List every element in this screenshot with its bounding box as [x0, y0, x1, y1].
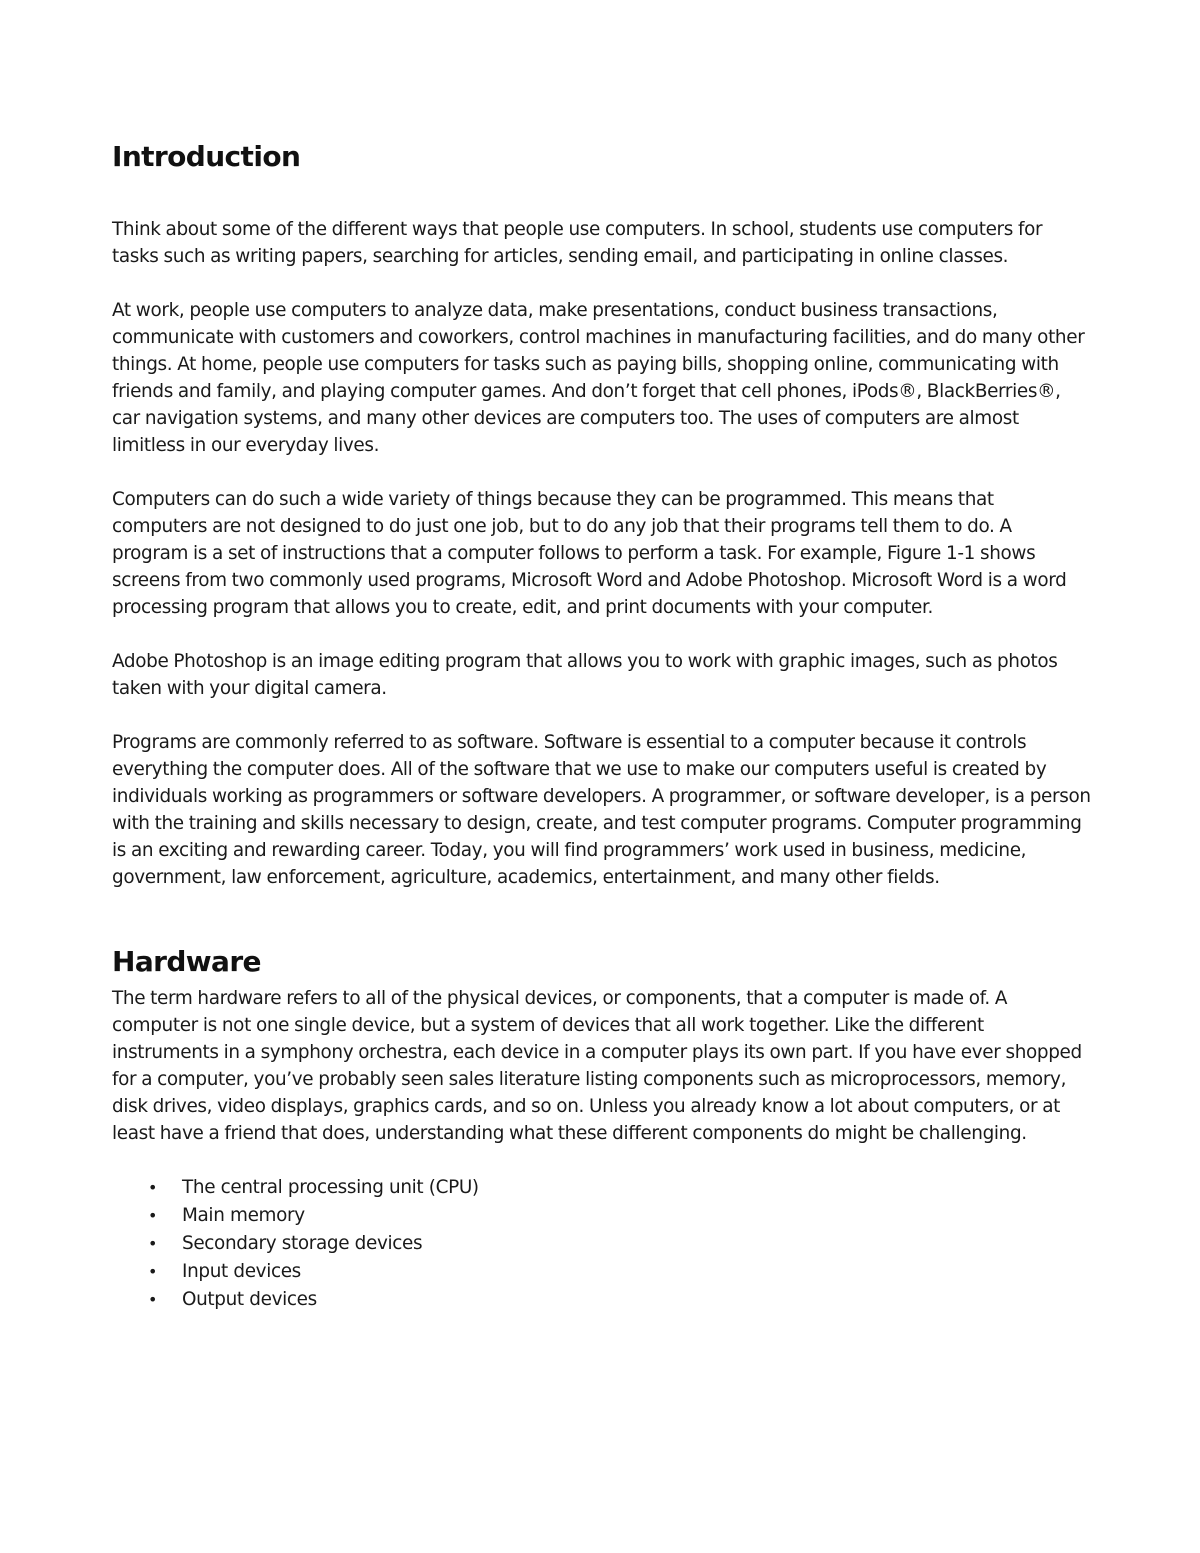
list-item	[148, 1174, 1092, 1202]
list-item	[148, 1286, 1092, 1314]
bullet-icon: •	[148, 1262, 158, 1281]
introduction-heading: Introduction	[112, 140, 301, 173]
hardware-heading: Hardware	[112, 945, 261, 978]
list-item-text: Main memory	[182, 1205, 305, 1226]
hardware-components-list	[112, 1174, 1092, 1314]
bullet-icon: •	[148, 1206, 158, 1225]
list-item-text: Output devices	[182, 1289, 317, 1310]
list-item	[148, 1230, 1092, 1258]
introduction-paragraph-5: Programs are commonly referred to as software. Software is essential to a computer because it controls everything the computer does. All of the software that we use to make our computers useful is created by individuals working as programmers or software developers. A programmer, or software developer, is a person with the training and skills necessary to design, create, and test computer programs. Computer programming is an exciting and rewarding career. Today, you will find programmers’ work used in business, medicine, government, law enforcement, agriculture, academics, entertainment, and many other fields.	[112, 732, 1091, 888]
document-page	[112, 138, 1092, 1314]
hardware-paragraph: The term hardware refers to all of the physical devices, or components, that a computer is made of. A computer is not one single device, but a system of devices that all work together. Like the different instruments in a symphony orchestra, each device in a computer plays its own part. If you have ever shopped for a computer, you’ve probably seen sales literature listing components such as microprocessors, memory, disk drives, video displays, graphics cards, and so on. Unless you already know a lot about computers, or at least have a friend that does, understanding what these different components do might be challenging.	[112, 988, 1082, 1144]
list-item	[148, 1258, 1092, 1286]
bullet-icon: •	[148, 1290, 158, 1309]
list-item-text: Secondary storage devices	[182, 1233, 423, 1254]
introduction-paragraph-4: Adobe Photoshop is an image editing program that allows you to work with graphic images, such as photos taken with your digital camera.	[112, 651, 1058, 699]
bullet-icon: •	[148, 1178, 158, 1197]
list-item	[148, 1202, 1092, 1230]
list-item-text: Input devices	[182, 1261, 301, 1282]
introduction-paragraph-3: Computers can do such a wide variety of things because they can be programmed. This means that computers are not designed to do just one job, but to do any job that their programs tell them to do. A program is a set of instructions that a computer follows to perform a task. For example, Figure 1-1 shows screens from two commonly used programs, Microsoft Word and Adobe Photoshop. Microsoft Word is a word processing program that allows you to create, edit, and print documents with your computer.	[112, 489, 1067, 618]
introduction-paragraph-1: Think about some of the different ways that people use computers. In school, students use computers for tasks such as writing papers, searching for articles, sending email, and participating in online classes.	[112, 219, 1043, 267]
bullet-icon: •	[148, 1234, 158, 1253]
introduction-paragraph-2: At work, people use computers to analyze data, make presentations, conduct business transactions, communicate with customers and coworkers, control machines in manufacturing facilities, and do many other things. At home, people use computers for tasks such as paying bills, shopping online, communicating with friends and family, and playing computer games. And don’t forget that cell phones, iPods®, BlackBerries®, car navigation systems, and many other devices are computers too. The uses of computers are almost limitless in our everyday lives.	[112, 300, 1085, 456]
list-item-text: The central processing unit (CPU)	[182, 1177, 479, 1198]
